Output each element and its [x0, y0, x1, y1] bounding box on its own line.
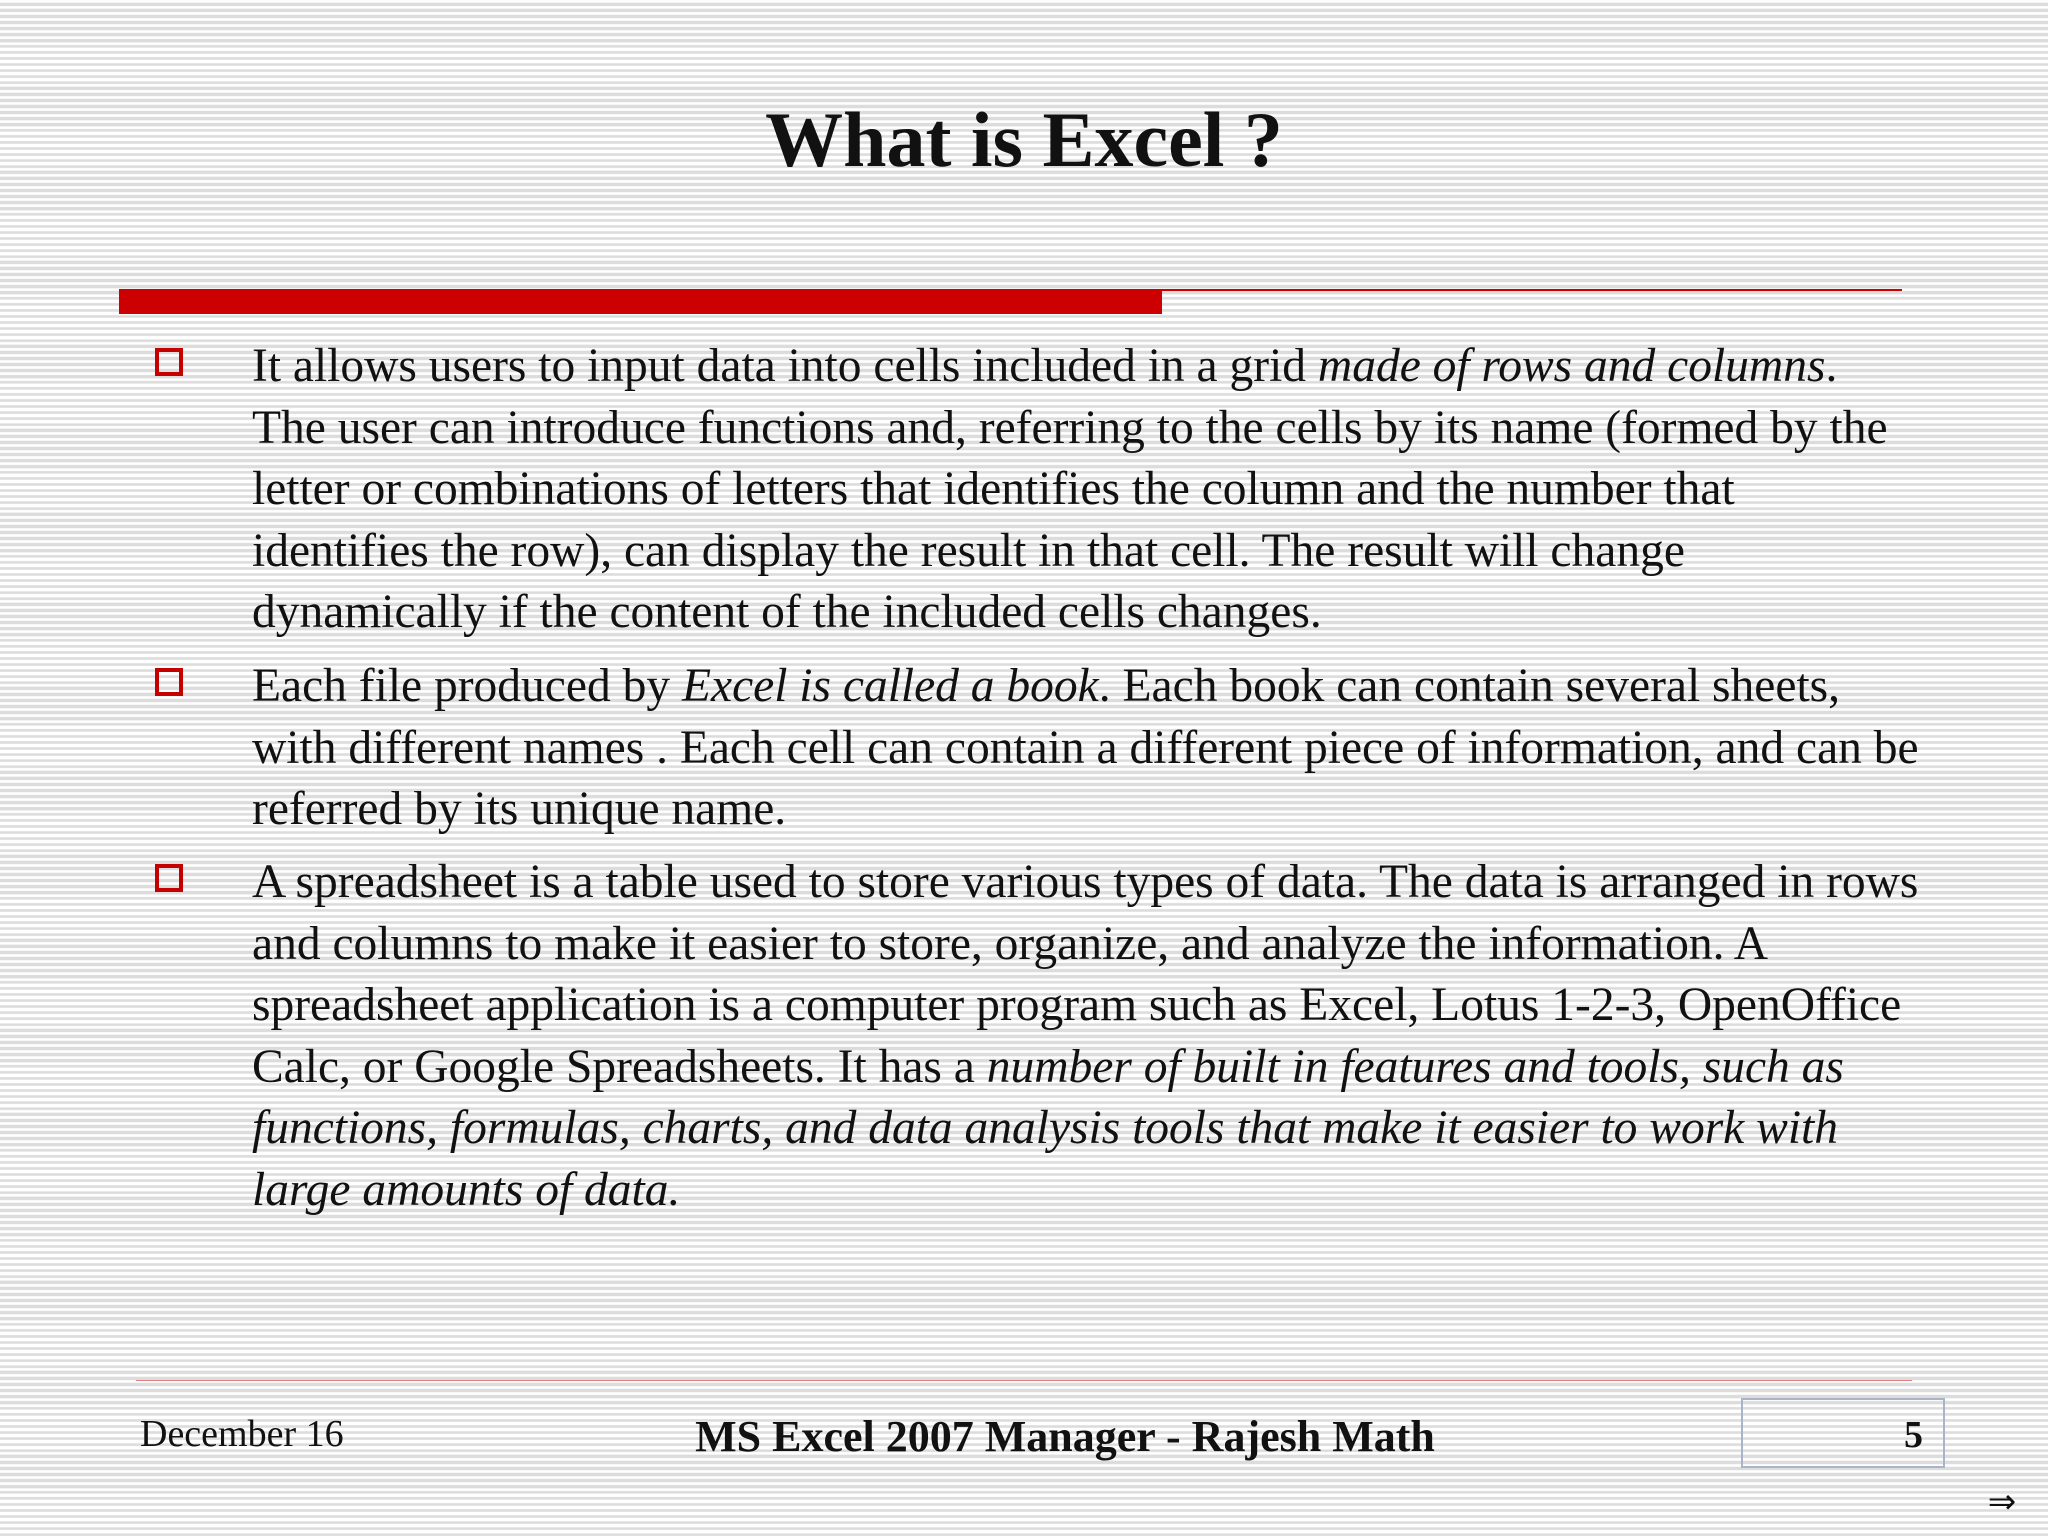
bullet-item [252, 336, 1922, 644]
title-divider-thin [1162, 289, 1902, 291]
square-bullet-icon [155, 348, 183, 376]
bullet-text-segment: . The user can introduce functions and, referring to the cells by its name (formed by the letter or combinations of letters that identifies the column and the number that identifies the row), can display the result in that cell. The result will change dynamically if the content of the included cells changes. [252, 340, 1888, 638]
bullet-text-italic: number of built in features and tools, such as functions, formulas, charts, and data analysis tools that make it easier to work with large amounts of data. [252, 1040, 1844, 1216]
footer-date: December 16 [140, 1413, 344, 1455]
page-number-box [1741, 1398, 1945, 1468]
page-number: 5 [1904, 1414, 1923, 1456]
bullet-item [252, 656, 1922, 841]
footer-title: MS Excel 2007 Manager - Rajesh Math [695, 1412, 1435, 1461]
bullet-text-italic: made of rows and columns [1317, 340, 1826, 392]
slide-title: What is Excel ? [765, 96, 1283, 183]
bullet-text-segment: Each file produced by [252, 660, 682, 712]
next-slide-arrow-icon[interactable]: ⇒ [1987, 1482, 2017, 1522]
bullet-item [252, 852, 1922, 1221]
square-bullet-icon [155, 864, 183, 892]
bullet-text-segment: . Each book can contain several sheets, with different names . Each cell can contain a different piece of information, and can be referred by its unique name. [252, 660, 1919, 835]
bullet-text-segment: It allows users to input data into cells included in a grid [252, 340, 1318, 392]
bullet-text [252, 660, 1919, 835]
footer-divider [136, 1380, 1912, 1381]
bullet-text [252, 340, 1888, 638]
bullet-text [252, 856, 1918, 1216]
title-divider-thick [119, 289, 1162, 314]
square-bullet-icon [155, 668, 183, 696]
bullet-text-segment: A spreadsheet is a table used to store various types of data. The data is arranged in rows and columns to make it easier to store, organize, and analyze the information. A spreadsheet application is a computer program such as Excel, Lotus 1-2-3, OpenOffice Calc, or Google Spreadsheets. It has a [252, 856, 1919, 1093]
bullet-text-italic: Excel is called a book [681, 660, 1099, 712]
